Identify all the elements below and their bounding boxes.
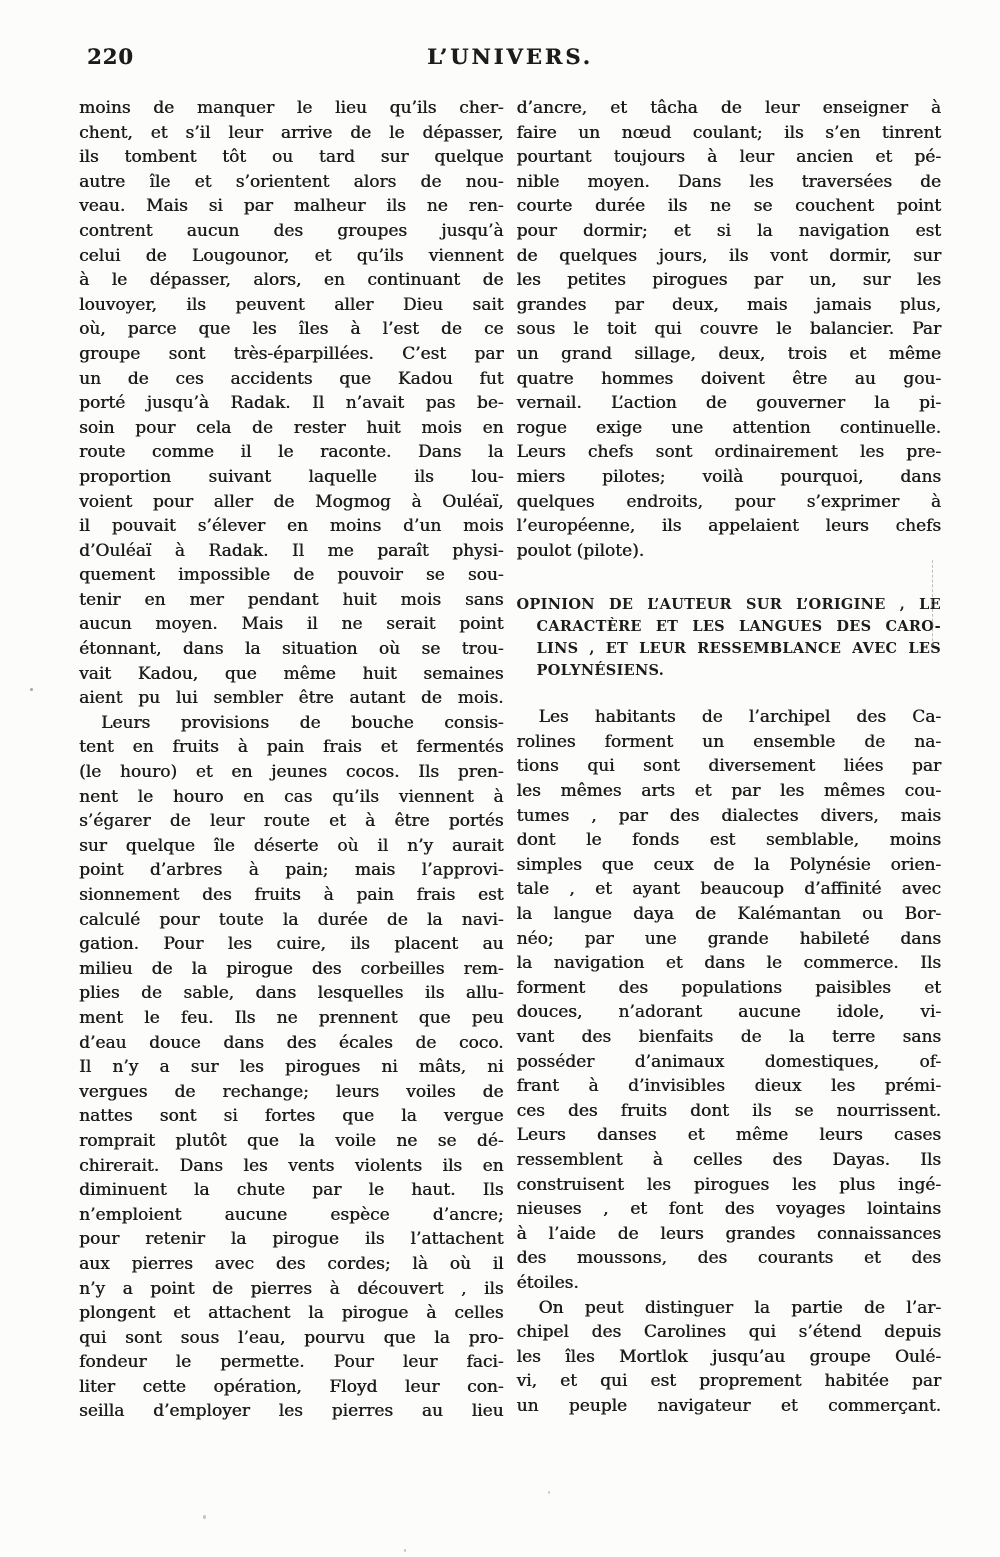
text-line: fondeur le permette. Pour leur faci- [79, 1352, 504, 1373]
text-line: porté jusqu’à Radak. Il n’avait pas be- [79, 393, 504, 414]
text-line: douces, n’adorant aucune idole, vi- [516, 1002, 941, 1023]
text-line: OPINION DE L’AUTEUR SUR L’ORIGINE , LE [516, 596, 941, 614]
text-line: veau. Mais si par malheur ils ne ren- [79, 196, 504, 217]
text-line: s’égarer de leur route et à être portés [79, 811, 504, 832]
text-line: n’emploient aucune espèce d’ancre; [79, 1204, 504, 1225]
text-line: ment le feu. Ils ne prennent que peu [79, 1007, 504, 1028]
text-line: POLYNÉSIENS. [536, 662, 665, 680]
text-line: il pouvait s’élever en moins d’un mois [79, 516, 504, 537]
text-line: dont le fonds est semblable, moins [516, 830, 941, 851]
text-line: pour dormir; et si la navigation est [516, 220, 941, 241]
text-line: (le houro) et en jeunes cocos. Ils pren- [79, 762, 504, 783]
text-line: ressemblent à celles des Dayas. Ils [516, 1149, 941, 1170]
text-line: tumes , par des dialectes divers, mais [516, 805, 941, 826]
text-line: grandes par deux, mais jamais plus, [516, 294, 941, 315]
text-line: un grand sillage, deux, trois et même [516, 343, 941, 364]
text-line: seilla d’employer les pierres au lieu [79, 1401, 504, 1422]
text-line: vergues de rechange; leurs voiles de [79, 1081, 504, 1102]
paragraph [517, 1296, 942, 1419]
text-line: proportion suivant laquelle ils lou- [79, 466, 504, 487]
text-line: soin pour cela de rester huit mois en [79, 417, 504, 438]
text-line: groupe sont très-éparpillées. C’est par [79, 343, 504, 364]
text-line: poulot (pilote). [516, 540, 645, 561]
text-line: voient pour aller de Mogmog à Ouléaï, [79, 491, 504, 512]
scan-speck [404, 1549, 406, 1552]
text-line: quatre hommes doivent être au gou- [516, 368, 941, 389]
text-line: CARACTÈRE ET LES LANGUES DES CARO- [536, 618, 941, 636]
text-line: ces des fruits dont ils se nourrissent. [516, 1100, 941, 1121]
text-line: aucun moyen. Mais il ne serait point [79, 614, 504, 635]
text-line: route comme il le raconte. Dans la [79, 442, 504, 463]
text-line: courte durée ils ne se couchent point [516, 196, 941, 217]
text-line: les mêmes arts et par les mêmes cou- [516, 781, 941, 802]
text-line: à le dépasser, alors, en continuant de [79, 270, 504, 291]
text-line: étonnant, dans la situation où se trou- [79, 639, 504, 660]
scan-speck [548, 1491, 550, 1494]
text-line: posséder d’animaux domestiques, of- [516, 1051, 941, 1072]
text-line: d’eau douce dans des écales de coco. [79, 1032, 504, 1053]
text-line: liter cette opération, Floyd leur con- [79, 1376, 504, 1397]
left-column [79, 96, 504, 1424]
text-line: celui de Lougounor, et qu’ils viennent [79, 245, 504, 266]
text-line: milieu de la pirogue des corbeilles rem- [79, 958, 504, 979]
text-line: d’ancre, et tâcha de leur enseigner à [516, 98, 941, 118]
right-column [517, 96, 942, 1424]
text-line: rolines forment un ensemble de na- [516, 731, 941, 752]
text-line: nible moyen. Dans les traversées de [516, 171, 941, 192]
text-line: construisent les pirogues les plus ingé- [516, 1174, 941, 1195]
text-line: Les habitants de l’archipel des Ca- [538, 707, 941, 728]
text-line: diminuent la chute par le haut. Ils [79, 1180, 504, 1201]
text-line: à l’aide de leurs grandes connaissances [516, 1223, 941, 1244]
text-line: ils tombent tôt ou tard sur quelque [79, 147, 504, 168]
text-line: Leurs provisions de bouche consis- [101, 712, 504, 733]
scan-speck [30, 688, 33, 691]
text-line: faire un nœud coulant; ils s’en tinrent [516, 122, 941, 143]
text-line: de quelques jours, ils vont dormir, sur [516, 245, 941, 266]
text-line: louvoyer, ils peuvent aller Dieu sait [79, 294, 504, 315]
text-line: rogue exige une attention continuelle. [516, 417, 941, 438]
two-column-text [79, 96, 941, 1424]
text-line: nent le houro en cas qu’ils viennent à [79, 786, 504, 807]
text-line: moins de manquer le lieu qu’ils cher- [79, 98, 504, 118]
text-line: nattes sont si fortes que la vergue [79, 1106, 504, 1127]
text-line: frant à d’invisibles dieux les prémi- [516, 1076, 941, 1097]
text-line: tale , et ayant beaucoup d’affinité avec [516, 879, 941, 900]
text-line: néo; par une grande habileté dans [516, 928, 941, 949]
text-line: contrent aucun des groupes jusqu’à [79, 220, 504, 241]
text-line: l’européenne, ils appelaient leurs chefs [516, 516, 941, 537]
text-line: d’Ouléaï à Radak. Il me paraît physi- [79, 540, 504, 561]
text-line: vernail. L’action de gouverner la pi- [516, 393, 941, 414]
text-line: autre île et s’orientent alors de nou- [79, 171, 504, 192]
text-line: sous le toit qui couvre le balancier. Par [516, 319, 941, 340]
text-line: n’y a point de pierres à découvert , ils [79, 1278, 504, 1299]
text-line: Leurs chefs sont ordinairement les pre- [516, 442, 941, 463]
text-line: forment des populations paisibles et [516, 977, 941, 998]
text-line: un peuple navigateur et commerçant. [516, 1395, 941, 1416]
text-line: romprait plutôt que la voile ne se dé- [79, 1130, 504, 1151]
paragraph [517, 705, 942, 1295]
text-line: pourtant toujours à leur ancien et pé- [516, 147, 941, 168]
text-line: Il n’y a sur les pirogues ni mâts, ni [79, 1057, 504, 1078]
text-line: miers pilotes; voilà pourquoi, dans [516, 466, 941, 487]
text-line: qui sont sous l’eau, pourvu que la pro- [79, 1327, 504, 1348]
text-line: aient pu lui sembler être autant de mois. [79, 688, 504, 709]
text-line: la navigation et dans le commerce. Ils [516, 953, 941, 974]
text-line: tenir en mer pendant huit mois sans [79, 589, 504, 610]
page-header [79, 44, 941, 74]
text-line: nieuses , et font des voyages lointains [516, 1199, 941, 1220]
text-line: chipel des Carolines qui s’étend depuis [516, 1322, 941, 1343]
text-line: gation. Pour les cuire, ils placent au [79, 934, 504, 955]
text-line: un de ces accidents que Kadou fut [79, 368, 504, 389]
text-line: vi, et qui est proprement habitée par [516, 1371, 941, 1392]
text-line: point d’arbres à pain; mais l’approvi- [79, 860, 504, 881]
text-line: chirerait. Dans les vents violents ils en [79, 1155, 504, 1176]
page-number: 220 [87, 44, 134, 69]
text-line: plies de sable, dans lesquelles ils allu- [79, 983, 504, 1004]
text-line: tent en fruits à pain frais et fermentés [79, 737, 504, 758]
running-title: L’UNIVERS. [427, 44, 593, 69]
text-line: la langue daya de Kalémantan ou Bor- [516, 904, 941, 925]
text-line: sionnement des fruits à pain frais est [79, 885, 504, 905]
text-line: quelques endroits, pour s’exprimer à [516, 491, 941, 512]
text-line: vait Kadou, que même huit semaines [79, 663, 504, 684]
text-line: tions qui sont diversement liées par [516, 756, 941, 777]
paragraph [79, 96, 504, 711]
paragraph [79, 711, 504, 1424]
text-line: sur quelque île déserte où il n’y aurait [79, 835, 504, 856]
text-line: LINS , ET LEUR RESSEMBLANCE AVEC LES [536, 640, 941, 658]
text-line: plongent et attachent la pirogue à celles [79, 1303, 504, 1324]
text-line: où, parce que les îles à l’est de ce [79, 319, 504, 340]
section-heading [517, 594, 942, 682]
text-line: vant des bienfaits de la terre sans [516, 1027, 941, 1047]
text-line: calculé pour toute la durée de la navi- [79, 909, 504, 930]
text-line: les petites pirogues par un, sur les [516, 270, 941, 291]
text-line: On peut distinguer la partie de l’ar- [538, 1297, 941, 1318]
text-line: simples que ceux de la Polynésie orien- [516, 854, 941, 875]
scan-artifact-line [932, 560, 933, 646]
text-line: chent, et s’il leur arrive de le dépasser, [79, 122, 504, 143]
scan-speck [203, 1515, 206, 1519]
paragraph [517, 96, 942, 563]
text-line: pour retenir la pirogue ils l’attachent [79, 1229, 504, 1250]
text-line: étoiles. [516, 1272, 579, 1293]
text-line: aux pierres avec des cordes; là où il [79, 1253, 504, 1274]
text-line: les îles Mortlok jusqu’au groupe Oulé- [516, 1346, 941, 1367]
text-line: quement impossible de pouvoir se sou- [79, 565, 504, 586]
text-line: Leurs danses et même leurs cases [516, 1125, 941, 1146]
text-line: des moussons, des courants et des [516, 1248, 941, 1269]
